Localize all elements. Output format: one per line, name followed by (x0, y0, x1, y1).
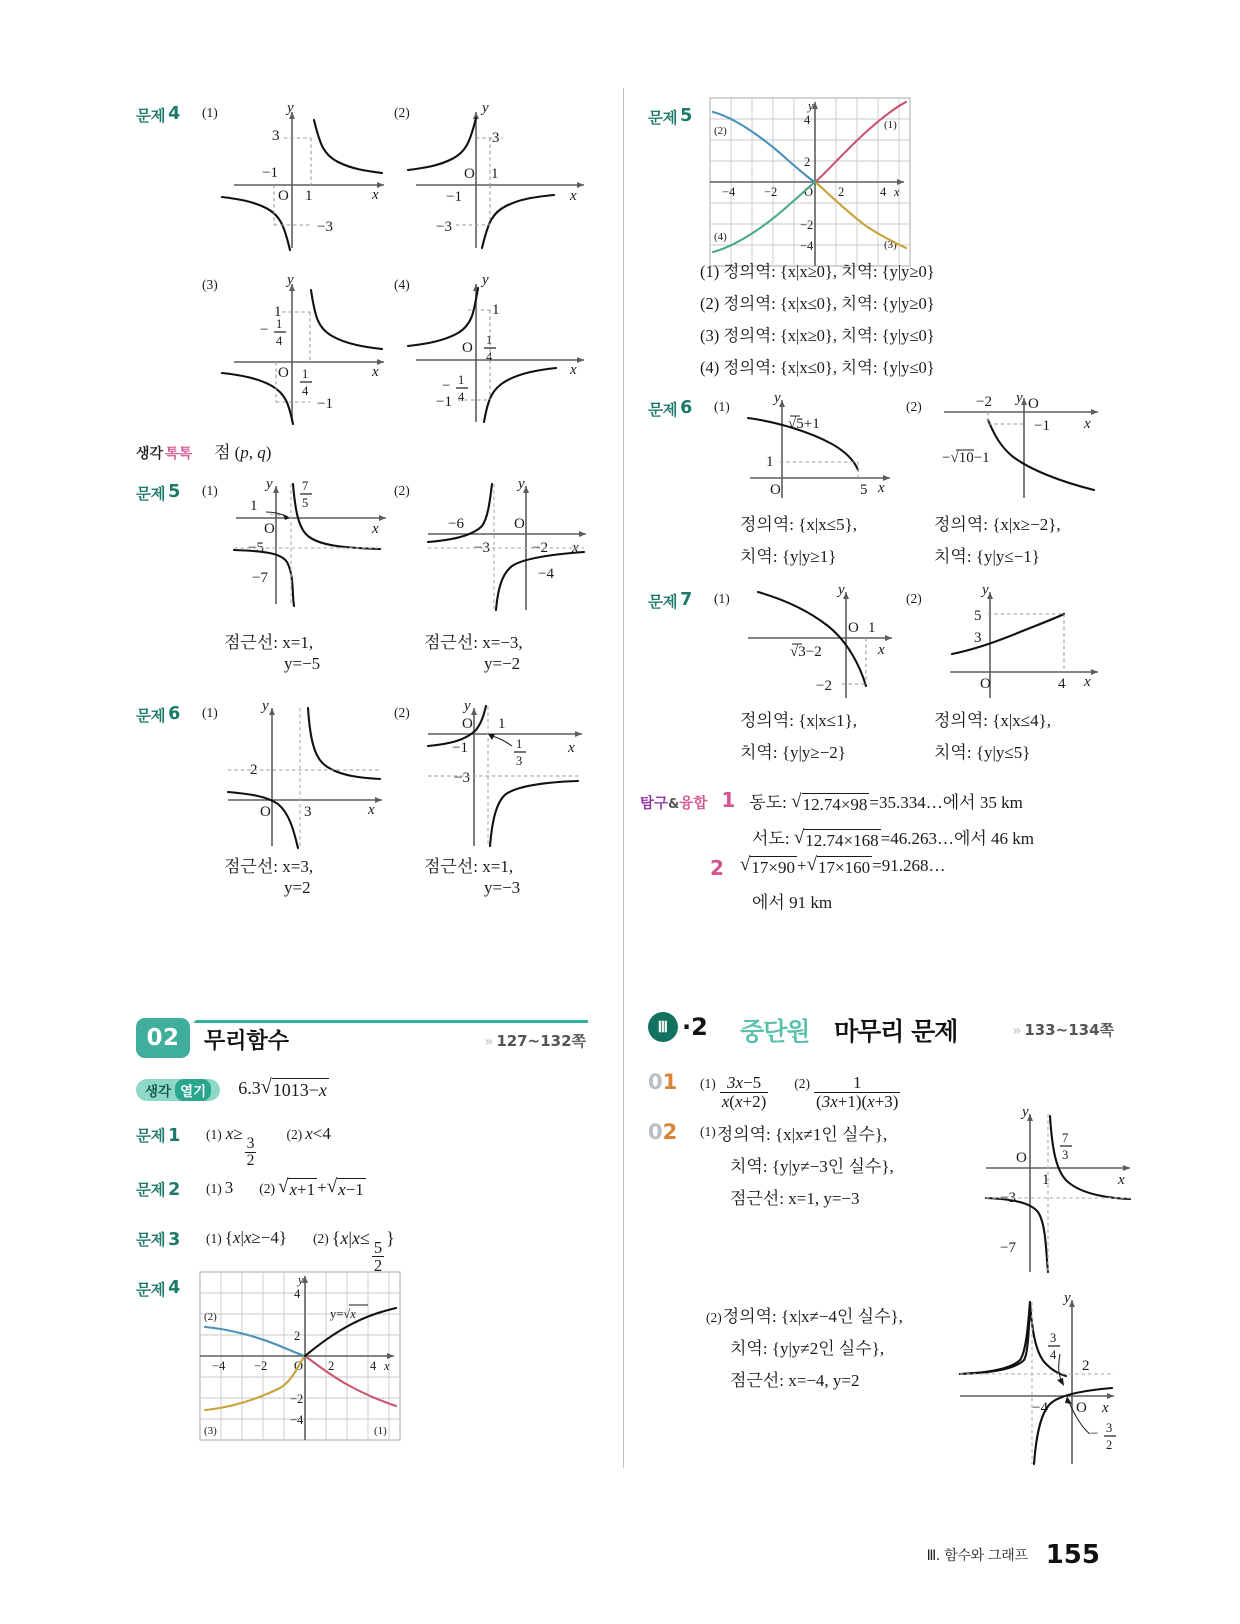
svg-text:1: 1 (498, 716, 506, 732)
graph-r-p7-2-svg (948, 582, 1138, 706)
svg-text:−4: −4 (1032, 1400, 1048, 1416)
graph-p4-1-svg (214, 100, 404, 260)
svg-text:−4: −4 (290, 1413, 304, 1427)
svg-text:−2: −2 (816, 678, 832, 694)
p1-b-tag: (2) (286, 1127, 303, 1142)
svg-text:O: O (980, 676, 991, 692)
svg-text:−1: −1 (262, 165, 278, 181)
range-r-p6-2: 치역: {y|y≤−1} (934, 547, 1040, 566)
explore-q2-result: =91.268… (872, 856, 946, 875)
item-tag: (2) (394, 705, 410, 720)
think-talk-label-b: 톡톡 (165, 446, 193, 462)
domain-r-p7-1: 정의역: {x|x≤1}, (740, 711, 858, 730)
graph-p4-3-svg (214, 272, 404, 432)
svg-text:−3: −3 (317, 219, 333, 235)
q02-item1-line3: 점근선: x=1, y=−3 (730, 1189, 860, 1208)
graph-l-p5-2-svg (426, 478, 626, 613)
label-text: 문제 (136, 485, 166, 503)
explore-q2-radicand-a: 17×90 (751, 858, 795, 877)
section-chip-number: 02 (146, 1025, 180, 1051)
svg-text:(2): (2) (204, 1311, 217, 1323)
svg-text:O: O (294, 1359, 304, 1373)
domain-r-p6-1: 정의역: {x|x≤5}, (740, 515, 858, 534)
svg-text:y: y (482, 272, 489, 288)
svg-text:3: 3 (516, 754, 523, 768)
svg-text:4: 4 (370, 1359, 377, 1373)
explore-q2-line2: 에서 91 km (752, 893, 833, 912)
svg-text:−7: −7 (1000, 1240, 1016, 1256)
svg-text:O: O (1076, 1400, 1087, 1416)
svg-text:O: O (260, 804, 271, 820)
svg-text:√5+1: √5+1 (788, 416, 820, 432)
svg-text:−7: −7 (252, 570, 268, 586)
asymptote-l-p5-1-line2: y=−5 (284, 654, 321, 673)
svg-text:−4: −4 (212, 1359, 226, 1373)
section-banner-02 (136, 1018, 588, 1064)
range-r-p7-2: 치역: {y|y≤5} (934, 743, 1031, 762)
graph-p4-2-svg (406, 100, 596, 260)
label-number: 4 (168, 104, 180, 124)
q02-item2-line3: 점근선: x=−4, y=2 (730, 1371, 860, 1390)
svg-text:1: 1 (868, 620, 876, 636)
svg-text:x: x (1084, 674, 1091, 690)
svg-text:−1: −1 (446, 189, 462, 205)
svg-text:x: x (368, 802, 375, 818)
graph-r-p6-2-tag (906, 398, 922, 416)
section-pages (484, 1030, 586, 1051)
range-r-p7-1: 치역: {y|y≥−2} (740, 743, 846, 762)
asymptote-l-p5-2-line2: y=−2 (484, 654, 521, 673)
p2-a-tag: (1) (206, 1181, 222, 1196)
svg-text:−3: −3 (436, 219, 452, 235)
asymptote-l-p6-1-line2: y=2 (284, 878, 311, 897)
svg-text:2: 2 (250, 762, 258, 778)
label-text: 문제 (648, 401, 678, 419)
svg-text:1: 1 (766, 454, 774, 470)
graph-r-p7-1-tag (714, 590, 730, 608)
item-tag: (2) (394, 105, 410, 120)
item-tag: (1) (202, 705, 218, 720)
section-mid-pages (1012, 1019, 1114, 1040)
svg-text:1: 1 (516, 737, 523, 751)
svg-text:−: − (260, 322, 269, 338)
asymptote-l-p6-2-line1: 점근선: x=1, (424, 857, 514, 876)
answer-row-p1: 문제 1 (1) x≥ $\frac{3}{2}$ (2) x<4 (136, 1124, 331, 1170)
answer-row-p2: 문제 2 (1) 3 (2) √ x+1 + √ x−1 (136, 1176, 364, 1200)
answer-r-p5-4: (4) 정의역: {x|x≤0}, 치역: {y|y≤0} (700, 358, 935, 377)
graph-r-p6-1-tag (714, 398, 730, 416)
svg-text:−1: −1 (317, 396, 333, 412)
q02-item2-line2: 치역: {y|y≠2인 실수}, (730, 1339, 885, 1358)
svg-text:4: 4 (276, 334, 283, 348)
explore-block: 탐구&융합 1 동도: √ 12.74×98 =35.334…에서 35 km (640, 788, 1023, 814)
label-r-problem-7 (648, 590, 692, 612)
svg-text:4: 4 (458, 390, 465, 404)
graph-r-p7-1-svg (742, 582, 932, 706)
svg-text:4: 4 (1058, 676, 1066, 692)
graph-r-p7-2-tag (906, 590, 922, 608)
item-tag: (2) (394, 483, 410, 498)
answer-r-p5-2: (2) 정의역: {x|x≤0}, 치역: {y|y≥0} (700, 294, 935, 313)
svg-text:y: y (266, 476, 273, 492)
svg-text:1: 1 (274, 304, 282, 320)
svg-text:3: 3 (974, 630, 982, 646)
asymptote-l-p5-2-line1: 점근선: x=−3, (424, 633, 523, 652)
pill-label-a: 생각 (145, 1083, 172, 1100)
svg-text:−2: −2 (290, 1392, 304, 1406)
asymptote-l-p6-2-line2: y=−3 (484, 878, 521, 897)
graph-l-p6-1-tag (202, 704, 218, 722)
svg-text:4: 4 (1050, 1348, 1057, 1362)
roman-numeral: Ⅲ (657, 1019, 669, 1036)
svg-text:(4): (4) (714, 231, 727, 243)
svg-text:y: y (1064, 1290, 1071, 1306)
svg-text:−2: −2 (800, 218, 814, 232)
explore-q1-line2: 서도: √ 12.74×168 =46.263…에서 46 km (752, 827, 1035, 850)
label-p3: 문제 3 (136, 1230, 180, 1250)
svg-text:O: O (462, 340, 473, 356)
label-text: 문제 (136, 107, 166, 125)
svg-text:y: y (482, 100, 489, 116)
svg-text:7: 7 (302, 479, 309, 493)
chevron-icon: » (1012, 1023, 1019, 1039)
svg-text:(1): (1) (374, 1425, 387, 1437)
section-black-word: 마무리 문제 (834, 1017, 958, 1046)
svg-text:−1: −1 (436, 394, 452, 410)
item-tag: (2) (906, 591, 922, 606)
svg-text:x: x (570, 188, 577, 204)
q02-item1-tag: (1) (700, 1124, 716, 1139)
svg-text:−3: −3 (474, 540, 490, 556)
svg-text:(2): (2) (714, 125, 727, 137)
svg-text:1: 1 (302, 367, 309, 381)
svg-text:1: 1 (276, 317, 283, 331)
svg-text:O: O (1028, 396, 1039, 412)
svg-text:O: O (462, 716, 473, 732)
svg-text:−2: −2 (764, 185, 778, 199)
explore-q1-radicand: 12.74×98 (802, 795, 868, 814)
svg-text:3: 3 (272, 128, 280, 144)
svg-text:O: O (278, 188, 289, 204)
svg-text:y: y (298, 1273, 304, 1287)
svg-text:y: y (518, 476, 525, 492)
svg-text:y=√x: y=√x (330, 1307, 356, 1321)
left-column (136, 0, 616, 1624)
explore-q2-row: 2 √ 17×90 + √ 17×160 =91.268… (710, 854, 946, 880)
svg-text:x: x (878, 642, 885, 658)
p3-a-tag: (1) (206, 1231, 222, 1246)
svg-text:−2: −2 (976, 394, 992, 410)
svg-text:2: 2 (294, 1329, 301, 1343)
svg-text:−1: −1 (452, 740, 468, 756)
svg-text:O: O (1016, 1150, 1027, 1166)
explore-q1-suffix: =35.334…에서 35 km (869, 793, 1023, 812)
graph-l-p6-1-svg (222, 700, 422, 850)
p1-a-tag: (1) (206, 1127, 222, 1142)
item-tag: (4) (394, 277, 410, 292)
svg-text:−2: −2 (254, 1359, 268, 1373)
svg-text:(1): (1) (884, 119, 897, 131)
explore-q1-number: 1 (721, 788, 736, 812)
label-p2: 문제 2 (136, 1180, 180, 1200)
answer-row-p3: 문제 3 (1) {x|x≥−4} (2) {x|x≤ $\frac{5}{2}$ } (136, 1228, 395, 1276)
svg-text:2: 2 (1106, 1438, 1113, 1452)
domain-r-p6-2: 정의역: {x|x≥−2}, (934, 515, 1061, 534)
svg-text:2: 2 (328, 1359, 335, 1373)
section-dot-number: ·2 (682, 1013, 708, 1041)
graph-q02-2-svg (948, 1288, 1148, 1468)
label-number: 7 (680, 590, 692, 610)
item-tag: (1) (202, 105, 218, 120)
q02-number: 02 (648, 1120, 678, 1144)
svg-text:−4: −4 (538, 566, 554, 582)
banner-rule (194, 1020, 588, 1023)
label-text: 문제 (648, 593, 678, 611)
answer-row-q02 (648, 1120, 887, 1145)
svg-text:−3: −3 (454, 770, 470, 786)
q01-a-tag: (1) (700, 1076, 716, 1091)
svg-text:−√10−1: −√10−1 (942, 450, 990, 466)
section-mid-pages-text: 133~134쪽 (1024, 1021, 1114, 1039)
svg-text:1: 1 (486, 333, 493, 347)
svg-text:−: − (442, 378, 451, 394)
q01-number: 01 (648, 1070, 678, 1094)
svg-text:2: 2 (838, 185, 845, 199)
svg-text:y: y (774, 390, 781, 406)
explore-tag-b: 융합 (679, 796, 708, 812)
label-r-problem-6 (648, 398, 692, 420)
svg-text:1: 1 (492, 302, 500, 318)
q02-item1-line2: 치역: {y|y≠−3인 실수}, (730, 1157, 894, 1176)
asymptote-l-p5-1-line1: 점근선: x=1, (224, 633, 314, 652)
item-tag: (3) (202, 277, 218, 292)
graph-p4-4-svg (406, 272, 596, 432)
svg-text:O: O (264, 521, 275, 537)
q02-item1-line1: 정의역: {x|x≠1인 실수}, (716, 1125, 888, 1144)
svg-text:3: 3 (1106, 1421, 1113, 1435)
svg-text:x: x (572, 540, 579, 556)
label-number: 6 (680, 398, 692, 418)
svg-text:O: O (848, 620, 859, 636)
section-chip (136, 1018, 190, 1058)
svg-text:1: 1 (491, 166, 499, 182)
svg-text:√3−2: √3−2 (790, 644, 822, 660)
graph-p4-irrational-svg (198, 1270, 418, 1442)
think-talk-block: 생각 톡톡 점 (p, q) (136, 443, 272, 462)
svg-text:2: 2 (1082, 1358, 1090, 1374)
think-open-pill (136, 1079, 220, 1101)
svg-text:y: y (1022, 1104, 1029, 1120)
svg-text:y: y (464, 698, 471, 714)
svg-text:−4: −4 (722, 185, 736, 199)
section-title: 무리함수 (204, 1029, 290, 1054)
explore-q2-radicand-b: 17×160 (818, 858, 871, 877)
svg-text:x: x (1118, 1172, 1125, 1188)
label-text: 문제 (136, 707, 166, 725)
svg-text:x: x (894, 185, 900, 199)
asymptote-l-p6-1-line1: 점근선: x=3, (224, 857, 314, 876)
svg-text:y: y (287, 100, 294, 116)
label-number: 5 (168, 482, 180, 502)
right-column (640, 0, 1128, 1624)
svg-text:−4: −4 (800, 239, 814, 253)
explore-q2-number: 2 (710, 856, 724, 880)
svg-text:x: x (570, 362, 577, 378)
section-banner-mid (648, 1008, 1114, 1052)
label-problem-4 (136, 104, 180, 126)
svg-text:x: x (1084, 416, 1091, 432)
svg-text:x: x (372, 521, 379, 537)
svg-text:7: 7 (1062, 1131, 1069, 1145)
label-problem-6 (136, 704, 180, 726)
svg-text:3: 3 (492, 130, 500, 146)
item-tag: (2) (906, 399, 922, 414)
svg-text:2: 2 (804, 155, 811, 169)
label-r-problem-5 (648, 106, 692, 128)
graph-l-p5-2-tag (394, 482, 410, 500)
label-number: 4 (168, 1278, 180, 1298)
think-talk-label-a: 생각 (136, 446, 164, 462)
explore-tag (640, 792, 707, 813)
svg-text:y: y (262, 698, 269, 714)
svg-text:y: y (287, 272, 294, 288)
svg-text:y: y (982, 582, 989, 598)
item-tag: (1) (714, 591, 730, 606)
svg-text:5: 5 (302, 496, 309, 510)
svg-text:−2: −2 (532, 540, 548, 556)
svg-text:4: 4 (302, 384, 309, 398)
footer-page-number: 155 (1045, 1540, 1100, 1570)
explore-q1-prefix: 동도: (749, 793, 792, 812)
svg-text:1: 1 (305, 188, 313, 204)
p2-b-tag: (2) (259, 1181, 275, 1196)
svg-text:4: 4 (804, 113, 811, 127)
svg-text:O: O (514, 516, 525, 532)
explore-tag-amp: & (668, 797, 680, 812)
label-number: 5 (680, 106, 692, 126)
svg-text:3: 3 (1062, 1148, 1069, 1162)
roman-circle-icon (648, 1012, 678, 1042)
svg-text:−3: −3 (1000, 1190, 1016, 1206)
svg-text:−: − (1090, 1426, 1099, 1442)
svg-text:x: x (1102, 1400, 1109, 1416)
svg-text:(3): (3) (884, 239, 897, 251)
answer-row-q01: 01 (1) $\frac{3x-5}{x(x+2)}$ (2) $\frac{1}{(3x+1)(x+3)}$ (648, 1070, 899, 1112)
section-green-word: 중단원 (740, 1017, 810, 1046)
svg-text:−6: −6 (448, 516, 464, 532)
svg-text:3: 3 (304, 804, 312, 820)
label-p4-irrational (136, 1278, 180, 1300)
answer-r-p5-3: (3) 정의역: {x|x≥0}, 치역: {y|y≤0} (700, 326, 935, 345)
svg-text:(3): (3) (204, 1425, 217, 1437)
answer-r-p5-1: (1) 정의역: {x|x≥0}, 치역: {y|y≥0} (700, 262, 935, 281)
svg-text:x: x (372, 364, 379, 380)
footer-chapter: Ⅲ. 함수와 그래프 (926, 1548, 1028, 1564)
svg-text:O: O (278, 365, 289, 381)
think-open-block: 생각 열기 6.3 √ 1013−x (136, 1078, 329, 1101)
chevron-icon: » (484, 1034, 491, 1050)
label-text: 문제 (136, 1281, 166, 1299)
svg-text:1: 1 (458, 373, 465, 387)
svg-text:3: 3 (1050, 1331, 1057, 1345)
page-footer (0, 1540, 1240, 1570)
svg-text:4: 4 (294, 1287, 301, 1301)
column-divider (623, 88, 624, 1468)
svg-text:5: 5 (974, 608, 982, 624)
graph-l-p6-2-svg (422, 700, 622, 850)
domain-r-p7-2: 정의역: {x|x≤4}, (934, 711, 1052, 730)
svg-text:x: x (568, 740, 575, 756)
label-number: 6 (168, 704, 180, 724)
label-text: 문제 (648, 109, 678, 127)
svg-text:4: 4 (486, 350, 493, 364)
svg-text:x: x (878, 480, 885, 496)
graph-l-p5-1-tag (202, 482, 218, 500)
graph-r-p6-2-svg (938, 390, 1128, 504)
svg-text:O: O (770, 482, 781, 498)
svg-text:y: y (1016, 390, 1023, 406)
q01-b-tag: (2) (794, 1076, 811, 1091)
svg-text:−5: −5 (248, 540, 264, 556)
svg-text:O: O (464, 166, 475, 182)
graph-r-p5-svg (708, 96, 928, 268)
item-tag: (1) (714, 399, 730, 414)
q02-item2-line1: (2)정의역: {x|x≠−4인 실수}, (706, 1307, 903, 1326)
label-p1: 문제 1 (136, 1126, 180, 1146)
svg-text:1: 1 (1042, 1172, 1050, 1188)
svg-text:x: x (372, 187, 379, 203)
svg-text:4: 4 (880, 185, 887, 199)
graph-l-p6-2-tag (394, 704, 410, 722)
svg-text:y: y (838, 582, 845, 598)
svg-text:1: 1 (250, 498, 258, 514)
svg-text:−1: −1 (1034, 418, 1050, 434)
section-pages-text: 127~132쪽 (496, 1032, 586, 1050)
explore-tag-a: 탐구 (640, 796, 669, 812)
svg-text:5: 5 (860, 482, 868, 498)
p3-b-tag: (2) (313, 1231, 329, 1246)
range-r-p6-1: 치역: {y|y≥1} (740, 547, 837, 566)
svg-text:O: O (804, 185, 814, 199)
svg-text:y: y (808, 99, 814, 113)
graph-q02-1-svg (984, 1106, 1174, 1276)
item-tag: (1) (202, 483, 218, 498)
label-problem-5 (136, 482, 180, 504)
pill-label-b: 열기 (175, 1079, 211, 1101)
svg-text:x: x (384, 1359, 390, 1373)
